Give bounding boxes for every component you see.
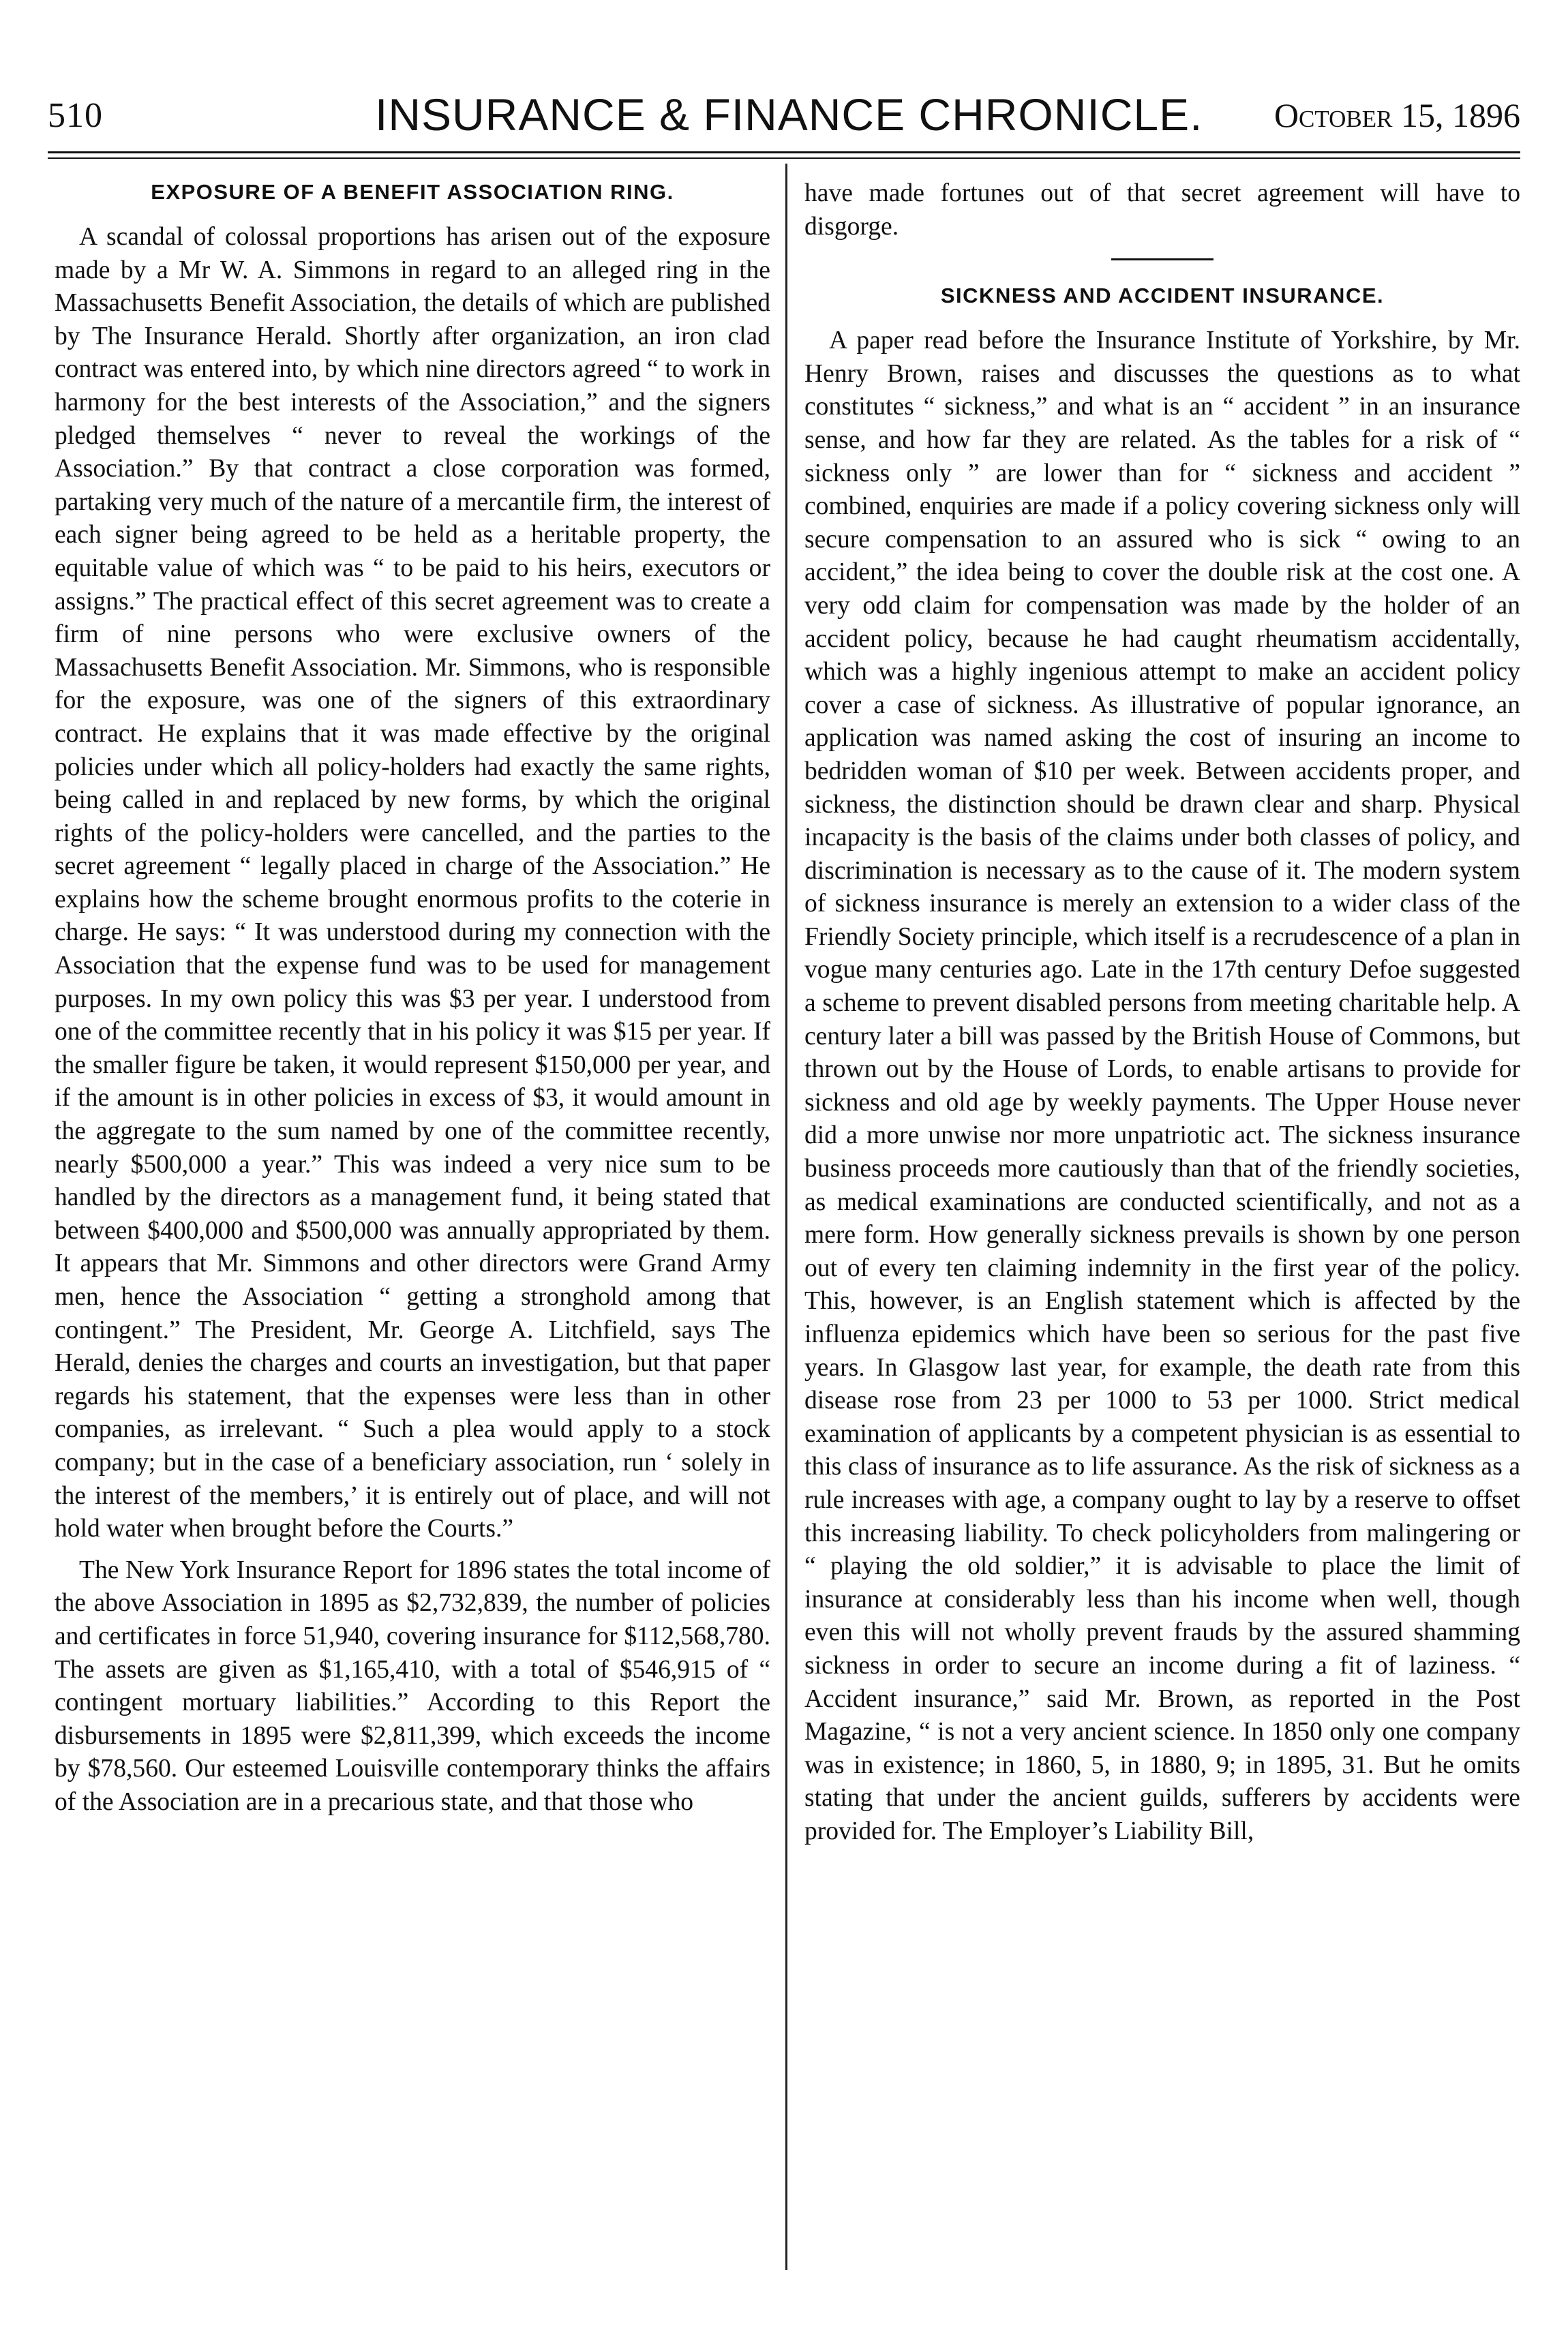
issue-date: October 15, 1896 [1273, 96, 1520, 134]
header-rule [48, 151, 1520, 159]
page-number: 510 [48, 96, 103, 135]
journal-title: INSURANCE & FINANCE CHRONICLE. [375, 89, 1203, 140]
article-paragraph: A paper read before the Insurance Institute of Yorkshire, by Mr. Henry Brown, raises and discusses the questions as to what constitutes “ sickness,” and what is an “ accident ” in an insurance sense, and how far they are related. As the tables for a risk of “ sickness only ” are lower than for “ sickness and accident ” combined, enquiries are made if a policy covering sickness only will secure compensation to an assured who is sick “ owing to an accident,” the idea being to cover the double risk at the cost one. A very odd claim for compensation was made by the holder of an accident policy, because he had caught rheumatism accidentally, which was a highly ingenious attempt to make an accident policy cover a case of sickness. As illustrative of popular ignorance, an application was named asking the cost of insuring an income to bedridden woman of $10 per week. Between accidents proper, and sickness, the distinction should be drawn clear and sharp. Physical incapacity is the basis of the claims under both classes of policy, and discrimination is necessary as to the cause of it. The modern system of sickness insurance is merely an extension to a wider class of the Friendly Society principle, which itself is a recrudescence of a plan in vogue many centuries ago. Late in the 17th century Defoe suggested a scheme to prevent disabled persons from meeting charitable help. A century later a bill was passed by the British House of Commons, but thrown out by the House of Lords, to enable artisans to provide for sickness and old age by weekly payments. The Upper House never did a more unwise nor more unpatriotic act. The sickness insurance business proceeds more cautiously than that of the friendly societies, as medical examinations are conducted scientifically, and not as a mere form. How generally sickness prevails is shown by one person out of every ten claiming indemnity in the first year of the policy. This, however, is an English statement which is affected by the influenza epidemics which have been so serious for the past five years. In Glasgow last year, for example, the death rate from this disease rose from 23 per 1000 to 53 per 1000. Strict medical examination of applicants by a competent physician is as essential to this class of insurance as to life assurance. As the risk of sickness as a rule increases with age, a company ought to lay by a reserve to offset this increasing liability. To check policyholders from malingering or “ playing the old soldier,” it is advisable to place the limit of insurance at considerably less than his income when well, though even this will not wholly prevent frauds by the assured shamming sickness in order to secure an income during a fit of laziness. “ Accident insurance,” said Mr. Brown, as reported in the Post Magazine, “ is not a very ancient science. In 1850 only one company was in existence; in 1860, 5, in 1880, 9; in 1895, 31. But he omits stating that under the ancient guilds, sufferers by accidents were provided for. The Employer’s Liability Bill, [804, 327, 1520, 1845]
article-paragraph: The New York Insurance Report for 1896 states the total income of the above Association in 1895 as $2,732,839, the number of policies and certificates in force 51,940, covering insurance for $112,568,780. The assets are given as $1,165,410, with a total of $546,915 of “ contingent mortuary liabilities.” According to this Report the disbursements in 1895 were $2,811,399, which exceeds the income by $78,560. Our esteemed Louisville contemporary thinks the affairs of the Association are in a precarious state, and that those who [55, 1556, 770, 1816]
right-column [804, 177, 1520, 2270]
article-heading-sickness-insurance: SICKNESS AND ACCIDENT INSURANCE. [940, 284, 1385, 308]
article-heading-benefit-ring: EXPOSURE OF A BENEFIT ASSOCIATION RING. [151, 180, 674, 204]
column-divider [785, 164, 787, 2270]
section-divider [1111, 258, 1213, 260]
page-header [48, 89, 1520, 143]
article-paragraph: A scandal of colossal proportions has arisen out of the exposure made by a Mr W. A. Simmons in regard to an alleged ring in the Massachusetts Benefit Association, the details of which are published by The Insurance Herald. Shortly after organization, an iron clad contract was entered into, by which nine directors agreed “ to work in harmony for the best interests of the Association,” and the signers pledged themselves “ never to reveal the workings of the Association.” By that contract a close corporation was formed, partaking very much of the nature of a mercantile firm, the interest of each signer being agreed to be held as a heritable property, the equitable value of which was “ to be paid to his heirs, executors or assigns.” The practical effect of this secret agreement was to create a firm of nine persons who were exclusive owners of the Massachusetts Benefit Association. Mr. Simmons, who is responsible for the exposure, was one of the signers of this extraordinary contract. He explains that it was made effective by the original policies under which all policy-holders had exactly the same rights, being called in and replaced by new forms, by which the original rights of the policy-holders were cancelled, and the parties to the secret agreement “ legally placed in charge of the Association.” He explains how the scheme brought enormous profits to the coterie in charge. He says: “ It was understood during my connection with the Association that the expense fund was to be used for management purposes. In my own policy this was $3 per year. I understood from one of the committee recently that in his policy it was $15 per year. If the smaller figure be taken, it would represent $150,000 per year, and if the amount is in other policies in excess of $3, it would amount in the aggregate to the sum named by one of the committee recently, nearly $500,000 a year.” This was indeed a very nice sum to be handled by the directors as a management fund, it being stated that between $400,000 and $500,000 was annually appropriated by them. It appears that Mr. Simmons and other directors were Grand Army men, hence the Association “ getting a stronghold among that contingent.” The President, Mr. George A. Litchfield, says The Herald, denies the charges and courts an investigation, but that paper regards his statement, that the expenses were less than in other companies, as irrelevant. “ Such a plea would apply to a stock company; but in the case of a beneficiary association, run ‘ solely in the interest of the members,’ it is entirely out of place, and will not hold water when brought before the Courts.” [55, 223, 770, 1543]
article-continuation: have made fortunes out of that secret agreement will have to disgorge. [804, 179, 1520, 241]
left-column [55, 177, 770, 2270]
